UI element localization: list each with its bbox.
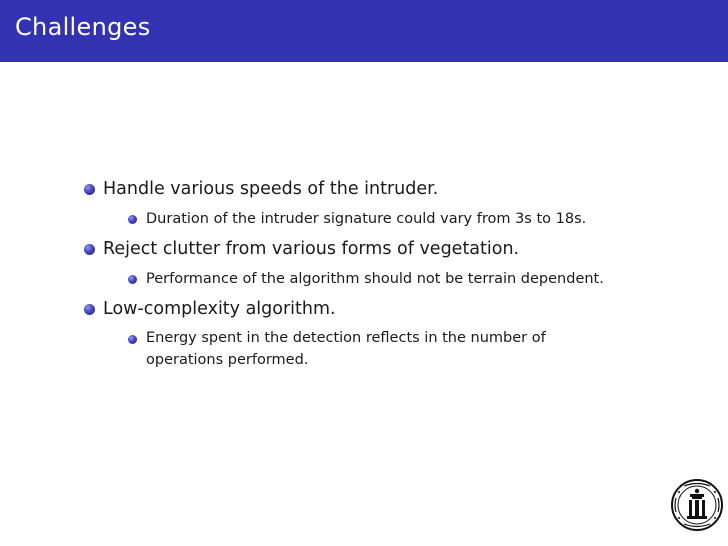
bullet-item-complexity: Low-complexity algorithm. [103, 299, 336, 319]
slide-title: Challenges [15, 13, 151, 41]
sub-bullet-icon [128, 275, 137, 284]
bullet-item-clutter: Reject clutter from various forms of vegetation. [103, 239, 520, 259]
bullet-icon [84, 244, 95, 255]
sub-bullet-icon [128, 215, 137, 224]
bullet-icon [84, 184, 95, 195]
sub-item-duration: Duration of the intruder signature could vary from 3s to 18s. [146, 211, 587, 227]
bullet-item-speeds: Handle various speeds of the intruder. [103, 179, 439, 199]
sub-bullet-icon [128, 335, 137, 344]
sub-item-terrain: Performance of the algorithm should not be terrain dependent. [146, 271, 604, 287]
bullet-icon [84, 304, 95, 315]
sub-item-energy-line2: operations performed. [146, 352, 309, 368]
institution-logo [670, 478, 724, 532]
sub-item-energy-line1: Energy spent in the detection reflects in the number of [146, 330, 546, 346]
